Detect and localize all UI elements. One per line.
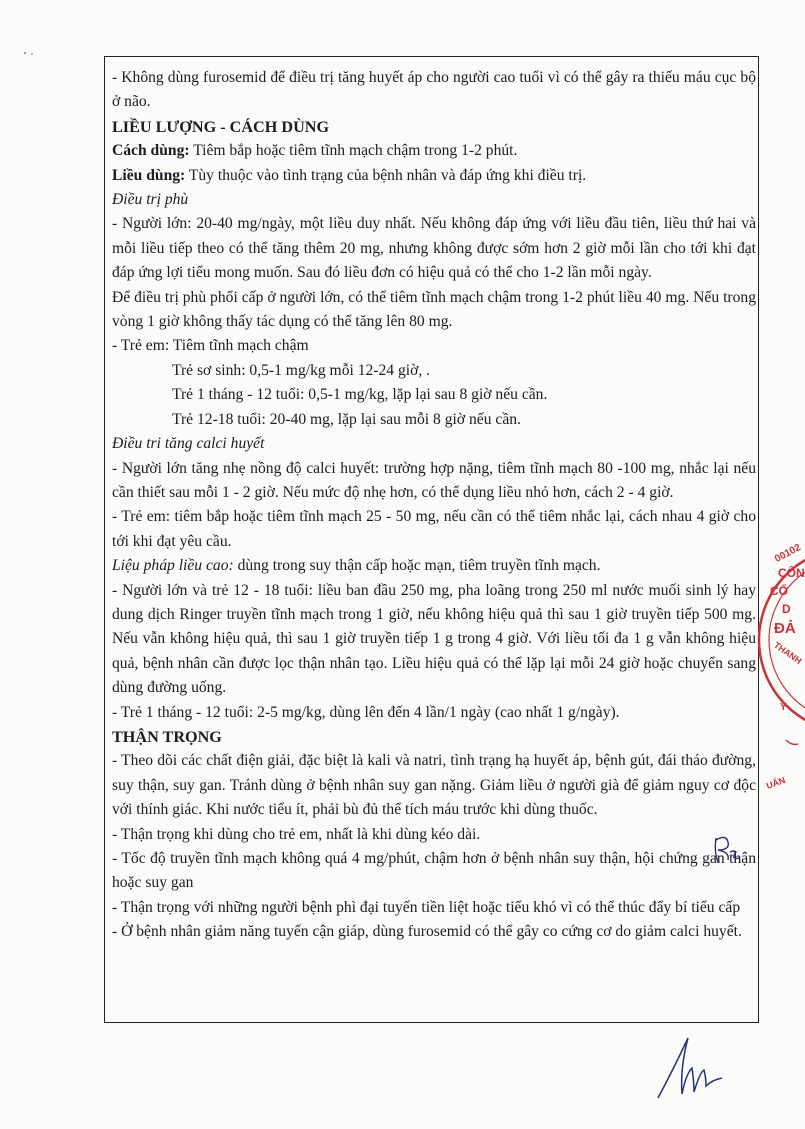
paragraph: - Không dùng furosemid để điều trị tăng huyết áp cho người cao tuổi vì có thể gây ra thiếu máu cục bộ ở não.	[112, 69, 756, 111]
paragraph-label: Liều dùng:	[112, 166, 186, 184]
paragraph: - Tốc độ truyền tĩnh mạch không quá 4 mg/phút, chậm hơn ở bệnh nhân suy thận, hội chứng gan thận hoặc suy gan	[112, 850, 756, 892]
stamp-text-3: CỔ	[770, 584, 788, 598]
scan-speck	[22, 44, 36, 52]
paragraph: - Người lớn tăng nhẹ nồng độ calci huyết: trường hợp nặng, tiêm tĩnh mạch 80 -100 mg, nhắc lại nếu cần thiết sau mỗi 1 - 2 giờ. Nếu mức độ nhẹ hơn, có thể dụng liều nhỏ hơn, cách 2 - 4 giờ.	[112, 459, 756, 501]
red-seal-stamp	[756, 530, 805, 810]
section-heading: THẬN TRỌNG	[112, 727, 222, 746]
dosage-line: Trẻ 12-18 tuổi: 20-40 mg, lặp lại sau mỗi 8 giờ nếu cần.	[172, 410, 521, 428]
stamp-text-1: 00102	[773, 542, 803, 565]
paragraph: - Người lớn: 20-40 mg/ngày, một liều duy nhất. Nếu không đáp ứng với liều đầu tiên, liều thứ hai và mỗi liều tiếp theo có thể tăng thêm 20 mg, nhưng không được sớm hơn 2 giờ mỗi lần cho tới khi đạt đáp ứng lợi tiểu mong muốn. Sau đó liều đơn có hiệu quả có thể cho 1-2 lần mỗi ngày.	[112, 215, 756, 282]
paragraph-label: Cách dùng:	[112, 142, 190, 160]
stamp-text-7: Y	[780, 702, 787, 713]
initials-signature	[710, 832, 746, 866]
subsection-title: Điều trị phù	[112, 191, 189, 209]
paragraph: - Ở bệnh nhân giảm năng tuyến cận giáp, dùng furosemid có thể gây co cứng cơ do giảm calci huyết.	[112, 923, 742, 941]
paragraph-text: Tiêm bắp hoặc tiêm tĩnh mạch chậm trong 1-2 phút.	[189, 142, 518, 160]
dosage-line: Trẻ sơ sinh: 0,5-1 mg/kg mỗi 12-24 giờ, .	[172, 361, 431, 379]
paragraph: - Theo dõi các chất điện giải, đặc biệt là kali và natri, tình trạng hạ huyết áp, bệnh gút, đái tháo đường, suy thận, suy gan. Tránh dùng ở bệnh nhân suy gan nặng. Giảm liều ở người già để giảm nguy cơ độc với thính giác. Khi nước tiểu ít, phải bù đủ thể tích máu trước khi dùng thuốc.	[112, 752, 756, 819]
stamp-text-2: CÔN	[778, 566, 805, 580]
labeled-paragraph	[112, 139, 756, 163]
paragraph: - Người lớn và trẻ 12 - 18 tuổi: liều ban đầu 250 mg, pha loãng trong 250 ml nước muối sinh lý hay dung dịch Ringer truyền tĩnh mạch trong 1 giờ, nếu không hiệu quả thì sau 1 giờ truyền tiếp 500 mg. Nếu vẫn không hiệu quả, thì sau 1 giờ truyền tiếp 1 g trong 4 giờ. Với liều tối đa 1 g vẫn không hiệu quả, bệnh nhân cần được lọc thận nhân tạo. Liều hiệu quả có thể lặp lại mỗi 24 giờ hoặc chuyển sang dùng đường uống.	[112, 581, 756, 697]
stamp-text-6: THANH	[771, 639, 804, 667]
stamp-text-4: D	[782, 602, 791, 616]
stamp-text-5: ĐẢ	[774, 620, 796, 637]
labeled-paragraph	[112, 164, 756, 188]
dosage-line: Trẻ 1 tháng - 12 tuổi: 0,5-1 mg/kg, lặp lại sau 8 giờ nếu cần.	[172, 386, 548, 404]
handwritten-signature	[640, 1030, 760, 1105]
paragraph-label: Liệu pháp liều cao:	[112, 557, 234, 575]
paragraph: Để điều trị phù phổi cấp ở người lớn, có thể tiêm tĩnh mạch chậm trong 1-2 phút liều 40 mg. Nếu trong vòng 1 giờ không thấy tác dụng có thể tăng lên 80 mg.	[112, 288, 756, 331]
paragraph: - Trẻ 1 tháng - 12 tuổi: 2-5 mg/kg, dùng lên đến 4 lần/1 ngày (cao nhất 1 g/ngày).	[112, 703, 620, 721]
paragraph-text: Tùy thuộc vào tình trạng của bệnh nhân và đáp ứng khi điều trị.	[185, 166, 587, 184]
paragraph-text: dùng trong suy thận cấp hoặc mạn, tiêm truyền tĩnh mạch.	[233, 557, 601, 575]
paragraph: - Trẻ em: tiêm bắp hoặc tiêm tĩnh mạch 25 - 50 mg, nếu cần có thể tiêm nhắc lại, cách nhau 4 giờ cho tới khi đạt yêu cầu.	[112, 508, 756, 550]
labeled-paragraph	[112, 554, 756, 578]
document-body	[112, 66, 756, 945]
subsection-title: Điều tri tăng calci huyết	[112, 435, 265, 453]
paragraph: - Trẻ em: Tiêm tĩnh mạch chậm	[112, 337, 309, 355]
stamp-text-8: UẤN	[764, 774, 787, 792]
paragraph: - Thận trọng khi dùng cho trẻ em, nhất là khi dùng kéo dài.	[112, 825, 481, 843]
paragraph: - Thận trọng với những người bệnh phì đại tuyến tiền liệt hoặc tiểu khó vì có thể thúc đẩy bí tiểu cấp	[112, 898, 741, 916]
section-heading: LIỀU LƯỢNG - CÁCH DÙNG	[112, 117, 330, 136]
